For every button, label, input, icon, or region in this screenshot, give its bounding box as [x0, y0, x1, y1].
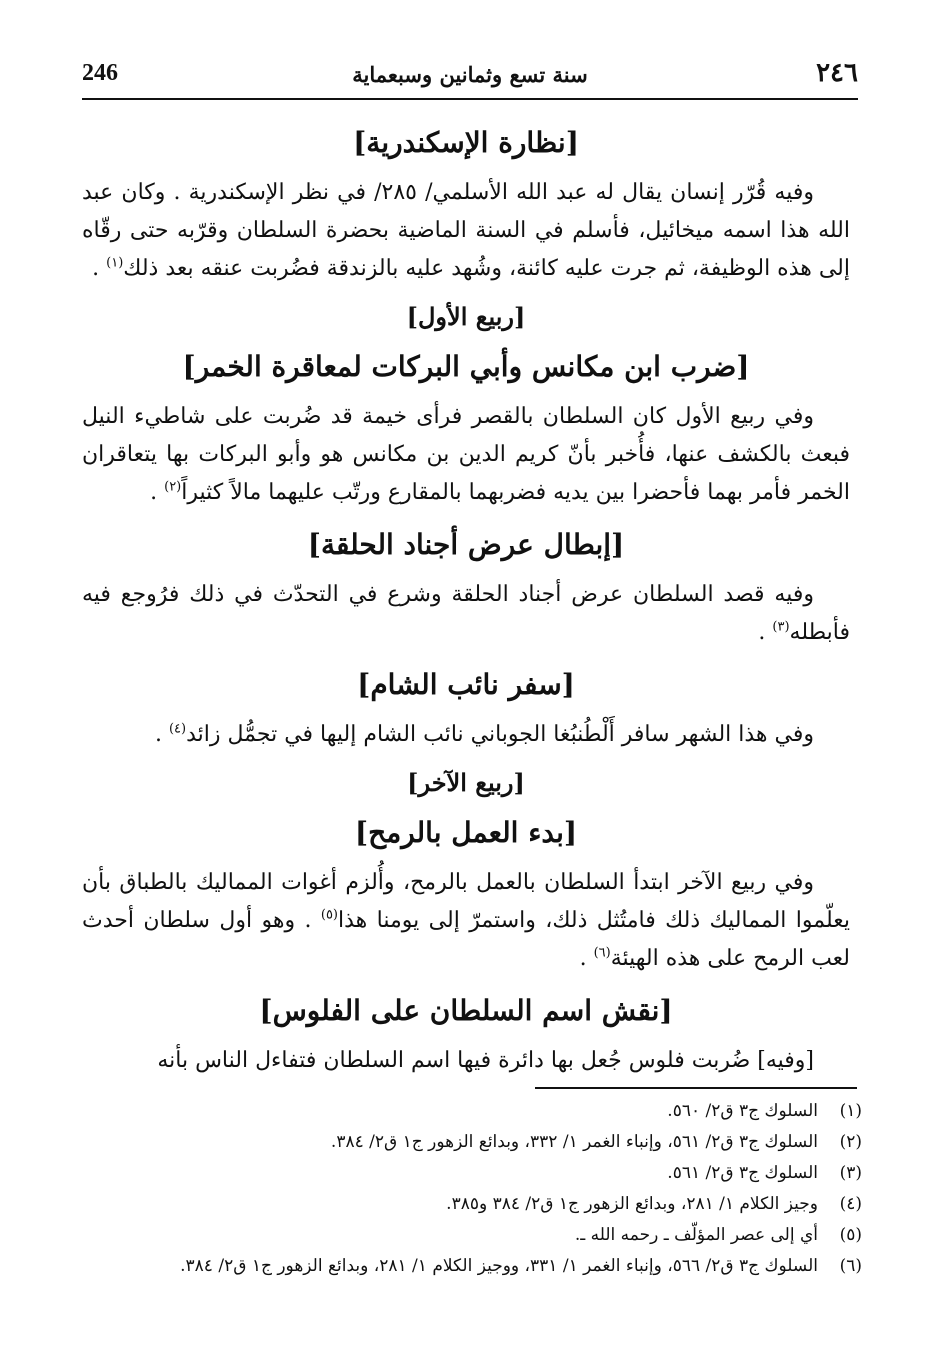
main-text — [82, 112, 850, 1080]
paragraph-text: [وفيه] ضُربت فلوس جُعل بها دائرة فيها اسم السلطان فتفاءل الناس بأنه — [157, 1048, 814, 1073]
footnote-ref: (٢) — [164, 479, 182, 495]
paragraph-end: . — [92, 256, 107, 281]
footnote-number: (٣) — [839, 1163, 862, 1183]
paragraph-text: وفي ربيع الأول كان السلطان بالقصر فرأى خيمة قد ضُربت على شاطيء النيل فبعث بالكشف عنها، فأُخبر بأنّ كريم الدين بن مكانس هو وأبو البركات بها يتعاقران الخمر فأمر بهما فأحضرا بين يديه فضربهما بالمقارع ورتّب عليهما مالاً كثيراً — [82, 404, 850, 505]
footnote-text: أي إلى عصر المؤلّف ـ رحمه الله ـ. — [574, 1225, 818, 1245]
paragraph-text: وفي ربيع الآخر ابتدأ السلطان بالعمل بالرمح، وأُلزم أغوات المماليك بالطباق بأن يعلّموا المماليك ذلك فامتُثل ذلك، واستمرّ إلى يومنا هذا — [82, 870, 850, 933]
paragraph — [82, 864, 850, 978]
footnote-ref: (٦) — [593, 945, 611, 961]
footnote — [82, 1251, 862, 1282]
footnote-text: السلوك ج٣ ق٢/ ٥٦١، وإنباء الغمر ١/ ٣٣٢، وبدائع الزهور ج١ ق٢/ ٣٨٤. — [330, 1132, 818, 1152]
section-heading: [سفر نائب الشام] — [357, 668, 575, 701]
footnote-number: (٥) — [839, 1225, 862, 1245]
section-heading: [نظارة الإسكندرية] — [353, 126, 579, 159]
footnote-number: (٢) — [839, 1132, 862, 1152]
section-heading: [ضرب ابن مكانس وأبي البركات لمعاقرة الخمر] — [182, 350, 750, 383]
paragraph-text: وفيه قُرّر إنسان يقال له عبد الله الأسلمي/ ٢٨٥/ في نظر الإسكندرية . وكان عبد الله هذا اسمه ميخائيل، فأسلم في السنة الماضية بحضرة السلطان وقرّبه حتى رقّاه إلى هذه الوظيفة، ثم جرت عليه كائنة، وشُهد عليه بالزندقة فضُربت عنقه بعد ذلك — [82, 180, 850, 281]
footnote-number: (٦) — [839, 1256, 862, 1276]
paragraph — [82, 716, 850, 754]
month-heading: [ربيع الأول] — [406, 302, 526, 331]
section-heading: [نقش اسم السلطان على الفلوس] — [259, 994, 673, 1027]
footnote-text: السلوك ج٣ ق٢/ ٥٦١. — [667, 1163, 818, 1183]
page-number-arabic: ٢٤٦ — [816, 58, 858, 88]
footnote — [82, 1220, 862, 1251]
footnotes — [82, 1096, 862, 1282]
paragraph-text: وفيه قصد السلطان عرض أجناد الحلقة وشرع في التحدّث في ذلك فرُوجع فيه فأبطله — [82, 582, 850, 645]
section-heading: [إبطال عرض أجناد الحلقة] — [307, 528, 625, 561]
footnote-text: السلوك ج٣ ق٢/ ٥٦٦، وإنباء الغمر ١/ ٣٣١، ووجيز الكلام ١/ ٢٨١، وبدائع الزهور ج١ ق٢/ ٣٨٤. — [180, 1256, 818, 1276]
paragraph-text-cont: . وهو أول سلطان أحدث لعب الرمح على هذه الهيئة — [82, 908, 850, 971]
paragraph-end: . — [758, 620, 773, 645]
paragraph — [82, 398, 850, 512]
paragraph — [82, 174, 850, 288]
paragraph-end: . — [150, 480, 165, 505]
running-title: سنة تسع وثمانين وسبعماية — [352, 62, 588, 87]
page-number-latin: 246 — [82, 60, 118, 86]
footnote-number: (٤) — [839, 1194, 862, 1214]
paragraph-end: . — [579, 946, 594, 971]
footnote-ref: (٣) — [772, 619, 790, 635]
footnote-ref: (١) — [106, 255, 124, 271]
paragraph-text: وفي هذا الشهر سافر أَلْطُنبُغا الجوباني نائب الشام إليها في تجمُّل زائد — [186, 722, 814, 747]
month-heading: [ربيع الآخر] — [407, 768, 525, 797]
footnote — [82, 1189, 862, 1220]
running-header — [82, 58, 858, 100]
footnote-text: السلوك ج٣ ق٢/ ٥٦٠. — [667, 1101, 818, 1121]
paragraph — [82, 576, 850, 652]
footnote — [82, 1096, 862, 1127]
footnote-ref: (٤) — [168, 721, 187, 737]
section-heading: [بدء العمل بالرمح] — [354, 816, 578, 849]
footnote — [82, 1158, 862, 1189]
footnote — [82, 1127, 862, 1158]
footnote-number: (١) — [839, 1101, 862, 1121]
footnote-separator — [535, 1087, 857, 1089]
paragraph-end: . — [154, 722, 169, 747]
footnote-text: وجيز الكلام ١/ ٢٨١، وبدائع الزهور ج١ ق٢/ ٣٨٤ و٣٨٥. — [446, 1194, 818, 1214]
footnote-ref: (٥) — [320, 907, 338, 923]
paragraph — [82, 1042, 850, 1080]
